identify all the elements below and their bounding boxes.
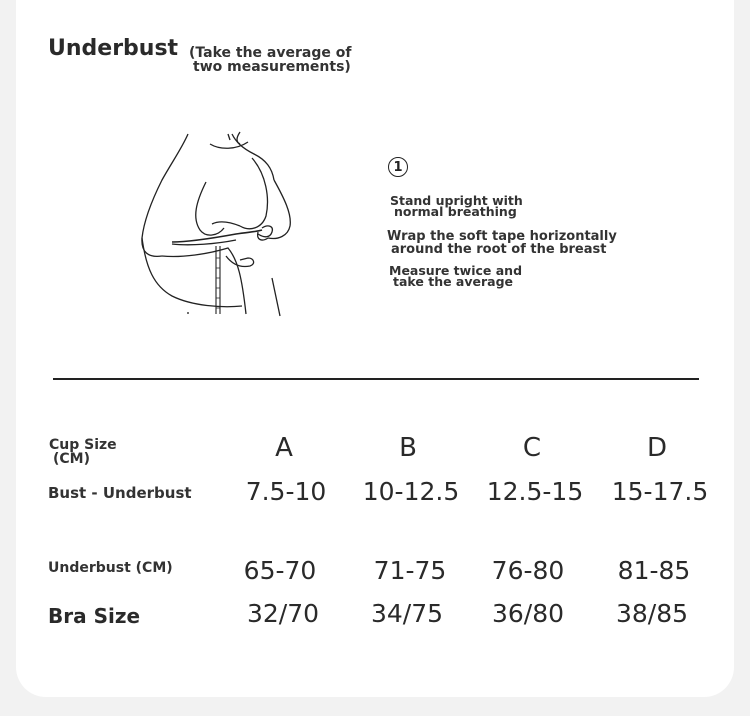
- section-divider: [53, 378, 699, 380]
- cup-header-c: C: [522, 433, 542, 463]
- underbust-cell-b: 71-75: [373, 556, 447, 585]
- section-subtitle: [189, 46, 351, 74]
- underbust-cell-c: 76-80: [491, 556, 565, 585]
- section-title: Underbust: [48, 36, 179, 61]
- measuring-figure-illustration: [132, 128, 292, 320]
- bust-cell-a: 7.5-10: [245, 477, 327, 506]
- bust-cell-c: 12.5-15: [486, 477, 584, 506]
- subtitle-line-1: (Take the average of: [189, 45, 352, 61]
- cup-size-label-line-1: Cup Size: [49, 437, 117, 453]
- bra-size-cell-a: 32/70: [246, 599, 320, 628]
- cup-size-label: [49, 438, 117, 466]
- step2-line-2: around the root of the breast: [391, 242, 607, 257]
- bra-size-cell-c: 36/80: [491, 599, 565, 628]
- step2-line-1: Wrap the soft tape horizontally: [387, 229, 617, 244]
- bust-cell-b: 10-12.5: [362, 477, 460, 506]
- cup-header-d: D: [646, 433, 668, 463]
- bust-underbust-label: Bust - Underbust: [48, 484, 192, 502]
- step3-line-2: take the average: [393, 274, 514, 289]
- bra-size-label: Bra Size: [48, 604, 141, 628]
- step1-line-1: Stand upright with: [390, 193, 523, 208]
- subtitle-line-2: two measurements): [193, 59, 351, 75]
- underbust-cell-d: 81-85: [617, 556, 691, 585]
- underbust-cell-a: 65-70: [243, 556, 317, 585]
- bra-size-cell-b: 34/75: [370, 599, 444, 628]
- instruction-step-3: [389, 265, 522, 287]
- bust-cell-d: 15-17.5: [611, 477, 709, 506]
- underbust-label: Underbust (CM): [48, 560, 173, 576]
- cup-size-label-line-2: (CM): [53, 451, 91, 467]
- cup-header-b: B: [399, 433, 417, 463]
- size-guide-card: [16, 0, 734, 697]
- instruction-step-2: [387, 230, 617, 256]
- step1-line-2: normal breathing: [394, 204, 517, 219]
- step-number-badge: 1: [388, 157, 408, 177]
- bra-size-cell-d: 38/85: [615, 599, 689, 628]
- step3-line-1: Measure twice and: [389, 263, 523, 278]
- instruction-step-1: [390, 195, 523, 217]
- cup-header-a: A: [275, 433, 293, 463]
